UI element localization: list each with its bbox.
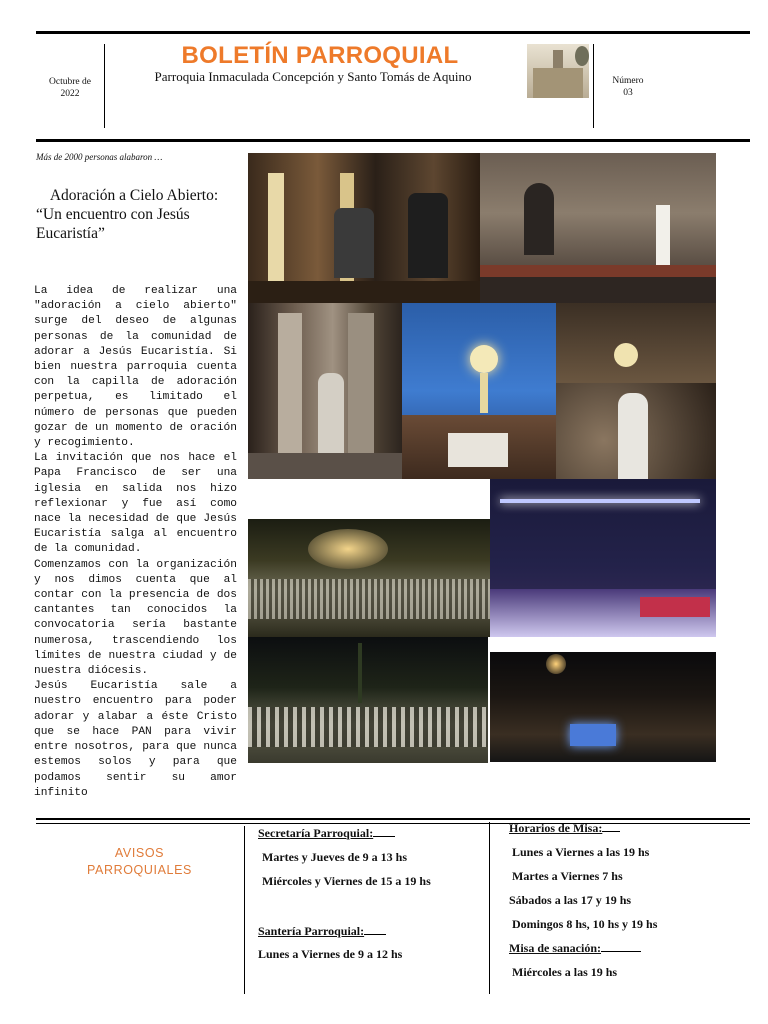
header-divider-left	[104, 44, 105, 128]
secretaria-title	[258, 826, 395, 841]
secretaria-line: Miércoles y Viernes de 15 a 19 hs	[262, 874, 431, 888]
photo-crowd-priest	[556, 303, 716, 479]
newsletter-title: BOLETÍN PARROQUIAL	[181, 42, 459, 69]
header-divider-right	[593, 44, 594, 128]
issue-date: Octubre de 2022	[49, 77, 91, 99]
header-bottom-rule	[36, 139, 750, 142]
notices-divider-right	[489, 822, 490, 994]
church-photo	[527, 44, 589, 98]
photo-monstrance-blue	[402, 303, 556, 479]
article-kicker: Más de 2000 personas alabaron …	[36, 152, 163, 162]
article-paragraph: Comenzamos con la organización y nos dimos cuenta que al contar con la presencia de dos cantantes tan conocidos la convocatoria sería bastante numerosa, trascendiendo los límites de nuestra ciudad y de nuestra diócesis.	[34, 558, 237, 678]
misa-line: Sábados a las 17 y 19 hs	[509, 893, 632, 907]
santeria-title	[258, 924, 386, 939]
notices-top-rule	[36, 818, 750, 820]
sanacion-line: Miércoles a las 19 hs	[512, 965, 618, 979]
parish-name: Parroquia Inmaculada Concepción y Santo Tomás de Aquino	[154, 69, 472, 84]
photo-stage-lights	[490, 479, 716, 637]
sanacion-title-text: Misa de sanación:	[509, 941, 602, 955]
photo-altar-wide	[480, 153, 716, 303]
photo-singers-stage	[248, 153, 480, 303]
issue-number-block	[602, 75, 654, 99]
secretaria-title-text: Secretaría Parroquial:	[258, 826, 374, 840]
photo-procession	[248, 303, 402, 479]
misa-line: Martes a Viernes 7 hs	[512, 869, 623, 883]
article-title-line2: “Un encuentro con Jesús Eucaristía”	[36, 206, 190, 242]
article-paragraph: Jesús Eucaristía sale a nuestro encuentro para poder adorar y alabar a éste Cristo que se hace PAN para vivir entre nosotros, para que nunca estemos solos y para que podamos sentir su amor infinito	[34, 680, 237, 799]
misa-title	[509, 821, 620, 836]
notices-divider-left	[244, 826, 245, 994]
photo-night-aerial	[490, 652, 716, 762]
misa-line: Domingos 8 hs, 10 hs y 19 hs	[512, 917, 658, 931]
sanacion-title	[509, 941, 641, 956]
misa-line: Lunes a Viernes a las 19 hs	[512, 845, 650, 859]
issue-number: 03	[623, 88, 633, 98]
notices-top-rule-thin	[36, 823, 750, 824]
article-title	[36, 186, 232, 243]
article-paragraph: La invitación que nos hace el Papa Francisco de ser una iglesia en salida nos hizo reflexionar y fue así como nace la necesidad de que Jesús Eucaristía salga al encuentro de la comunidad.	[34, 452, 237, 556]
misa-title-text: Horarios de Misa:	[509, 821, 603, 835]
article-body	[34, 284, 237, 801]
notices-title: AVISOS PARROQUIALES	[87, 846, 192, 877]
issue-label: Número	[612, 76, 644, 86]
secretaria-line: Martes y Jueves de 9 a 13 hs	[262, 850, 407, 864]
photo-crowd-plaza	[248, 519, 490, 637]
santeria-title-text: Santería Parroquial:	[258, 924, 365, 938]
article-paragraph: La idea de realizar una "adoración a cielo abierto" surge del deseo de algunas personas de la comunidad de adorar a Jesús Eucaristía. Si bien nuestra parroquia cuenta con la capilla de adoración perpetua, es limitado el número de personas que pueden gozar de un momento de oración y recogimiento.	[34, 285, 237, 450]
santeria-line: Lunes a Viernes de 9 a 12 hs	[258, 947, 403, 961]
top-rule	[36, 31, 750, 34]
article-title-line1: Adoración a Cielo Abierto:	[49, 187, 219, 204]
photo-night-park	[248, 637, 488, 763]
